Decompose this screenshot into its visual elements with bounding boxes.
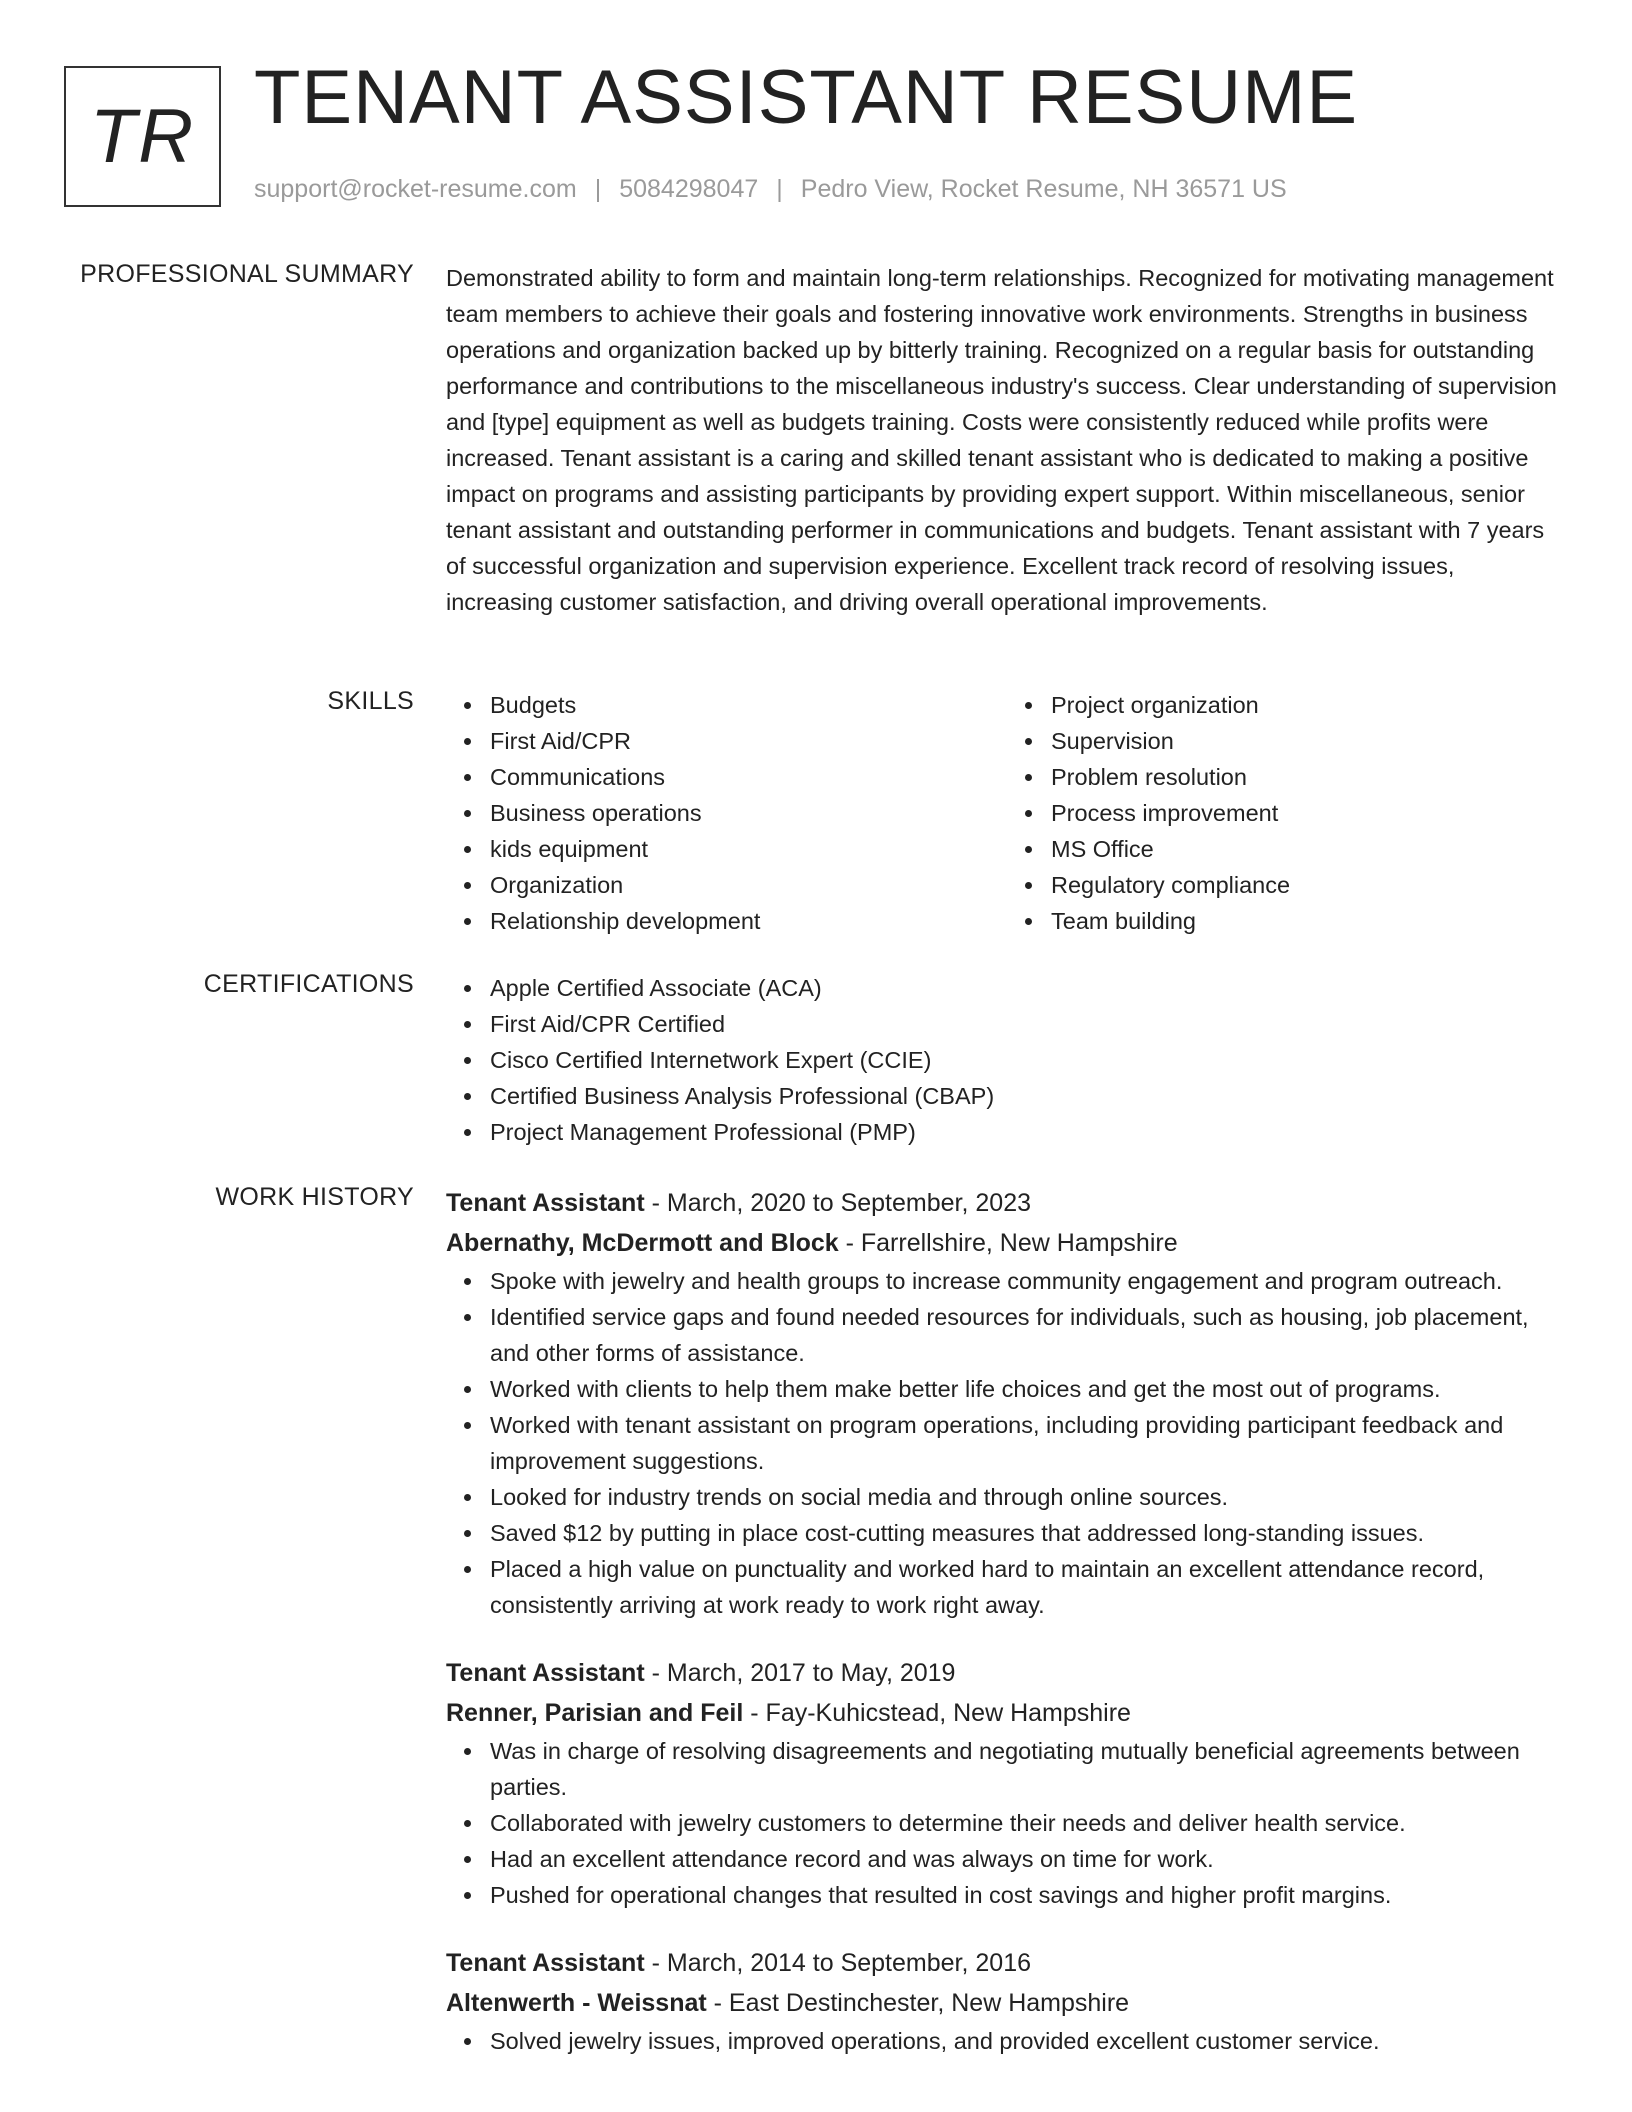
section-label-work-history: WORK HISTORY xyxy=(215,1183,414,1211)
section-label-certifications: CERTIFICATIONS xyxy=(203,970,414,998)
job-title-line xyxy=(446,1653,1568,1693)
job-duties-list xyxy=(446,1263,1568,1623)
job-duty: Worked with clients to help them make better life choices and get the most out of programs. xyxy=(490,1371,1568,1407)
job-duty: Pushed for operational changes that resulted in cost savings and higher profit margins. xyxy=(490,1877,1568,1913)
contact-separator: | xyxy=(776,175,783,203)
contact-address: Pedro View, Rocket Resume, NH 36571 US xyxy=(800,175,1287,203)
contact-email[interactable]: support@rocket-resume.com xyxy=(254,175,577,203)
job-title-line xyxy=(446,1943,1568,1983)
section-label-skills: SKILLS xyxy=(327,687,414,715)
skill-item: Organization xyxy=(490,867,1007,903)
job-location: - Fay-Kuhicstead, New Hampshire xyxy=(743,1699,1131,1727)
contact-line xyxy=(254,175,1287,204)
skill-item: Communications xyxy=(490,759,1007,795)
job-title: Tenant Assistant xyxy=(446,1949,645,1977)
skill-item: Budgets xyxy=(490,687,1007,723)
job-duty: Identified service gaps and found needed resources for individuals, such as housing, job placement, and other forms of assistance. xyxy=(490,1299,1568,1371)
job-title: Tenant Assistant xyxy=(446,1659,645,1687)
skill-item: Team building xyxy=(1051,903,1568,939)
certification-item: Project Management Professional (PMP) xyxy=(490,1114,1568,1150)
job-company-line xyxy=(446,1223,1568,1263)
job-company-line xyxy=(446,1983,1568,2023)
skill-item: Process improvement xyxy=(1051,795,1568,831)
job-location: - East Destinchester, New Hampshire xyxy=(706,1989,1130,2017)
contact-phone[interactable]: 5084298047 xyxy=(619,175,759,203)
job-duty: Worked with tenant assistant on program operations, including providing participant feedback and improvement suggestions. xyxy=(490,1407,1568,1479)
job-title-line xyxy=(446,1183,1568,1223)
job-entry xyxy=(446,1183,1568,1623)
skills-list-right xyxy=(1007,687,1568,939)
summary-text: Demonstrated ability to form and maintain long-term relationships. Recognized for motivating management team members to achieve their goals and fostering innovative work environments. Strengths in business operations and organization backed up by bitterly training. Recognized on a regular basis for outstanding performance and contributions to the miscellaneous industry's success. Clear understanding of supervision and [type] equipment as well as budgets training. Costs were consistently reduced while profits were increased. Tenant assistant is a caring and skilled tenant assistant who is dedicated to making a positive impact on programs and assisting participants by providing expert support. Within miscellaneous, senior tenant assistant and outstanding performer in communications and budgets. Tenant assistant with 7 years of successful organization and supervision experience. Excellent track record of resolving issues, increasing customer satisfaction, and driving overall operational improvements. xyxy=(446,265,1557,615)
certification-item: Certified Business Analysis Professional (CBAP) xyxy=(490,1078,1568,1114)
job-duty: Spoke with jewelry and health groups to increase community engagement and program outreach. xyxy=(490,1263,1568,1299)
skill-item: Project organization xyxy=(1051,687,1568,723)
job-dates: - March, 2014 to September, 2016 xyxy=(644,1949,1031,1977)
skill-item: Relationship development xyxy=(490,903,1007,939)
job-dates: - March, 2017 to May, 2019 xyxy=(644,1659,956,1687)
monogram-initials: TR xyxy=(89,94,196,179)
job-duties-list xyxy=(446,2023,1568,2059)
skill-item: Supervision xyxy=(1051,723,1568,759)
contact-separator: | xyxy=(594,175,602,203)
job-duty: Placed a high value on punctuality and worked hard to maintain an excellent attendance record, consistently arriving at work ready to work right away. xyxy=(490,1551,1568,1623)
certifications-list xyxy=(446,970,1568,1150)
job-duties-list xyxy=(446,1733,1568,1913)
skill-item: kids equipment xyxy=(490,831,1007,867)
job-entry xyxy=(446,1653,1568,1913)
job-company: Renner, Parisian and Feil xyxy=(446,1699,744,1727)
certification-item: Apple Certified Associate (ACA) xyxy=(490,970,1568,1006)
job-duty: Had an excellent attendance record and was always on time for work. xyxy=(490,1841,1568,1877)
resume-title: TENANT ASSISTANT RESUME xyxy=(254,55,1359,140)
job-duty: Collaborated with jewelry customers to determine their needs and deliver health service. xyxy=(490,1805,1568,1841)
job-location: - Farrellshire, New Hampshire xyxy=(838,1229,1178,1257)
skill-item: Regulatory compliance xyxy=(1051,867,1568,903)
job-company-line xyxy=(446,1693,1568,1733)
job-dates: - March, 2020 to September, 2023 xyxy=(644,1189,1031,1217)
skills-list-left xyxy=(446,687,1007,939)
job-company: Abernathy, McDermott and Block xyxy=(446,1229,839,1257)
job-title: Tenant Assistant xyxy=(446,1189,645,1217)
certification-item: First Aid/CPR Certified xyxy=(490,1006,1568,1042)
skill-item: Problem resolution xyxy=(1051,759,1568,795)
section-label-summary: PROFESSIONAL SUMMARY xyxy=(80,260,414,288)
job-entry xyxy=(446,1943,1568,2059)
skill-item: First Aid/CPR xyxy=(490,723,1007,759)
monogram-badge xyxy=(64,66,221,207)
skill-item: Business operations xyxy=(490,795,1007,831)
job-duty: Saved $12 by putting in place cost-cutting measures that addressed long-standing issues. xyxy=(490,1515,1568,1551)
job-duty: Looked for industry trends on social media and through online sources. xyxy=(490,1479,1568,1515)
skill-item: MS Office xyxy=(1051,831,1568,867)
job-duty: Solved jewelry issues, improved operations, and provided excellent customer service. xyxy=(490,2023,1568,2059)
job-company: Altenwerth - Weissnat xyxy=(446,1989,707,2017)
certification-item: Cisco Certified Internetwork Expert (CCIE) xyxy=(490,1042,1568,1078)
job-duty: Was in charge of resolving disagreements and negotiating mutually beneficial agreements between parties. xyxy=(490,1733,1568,1805)
